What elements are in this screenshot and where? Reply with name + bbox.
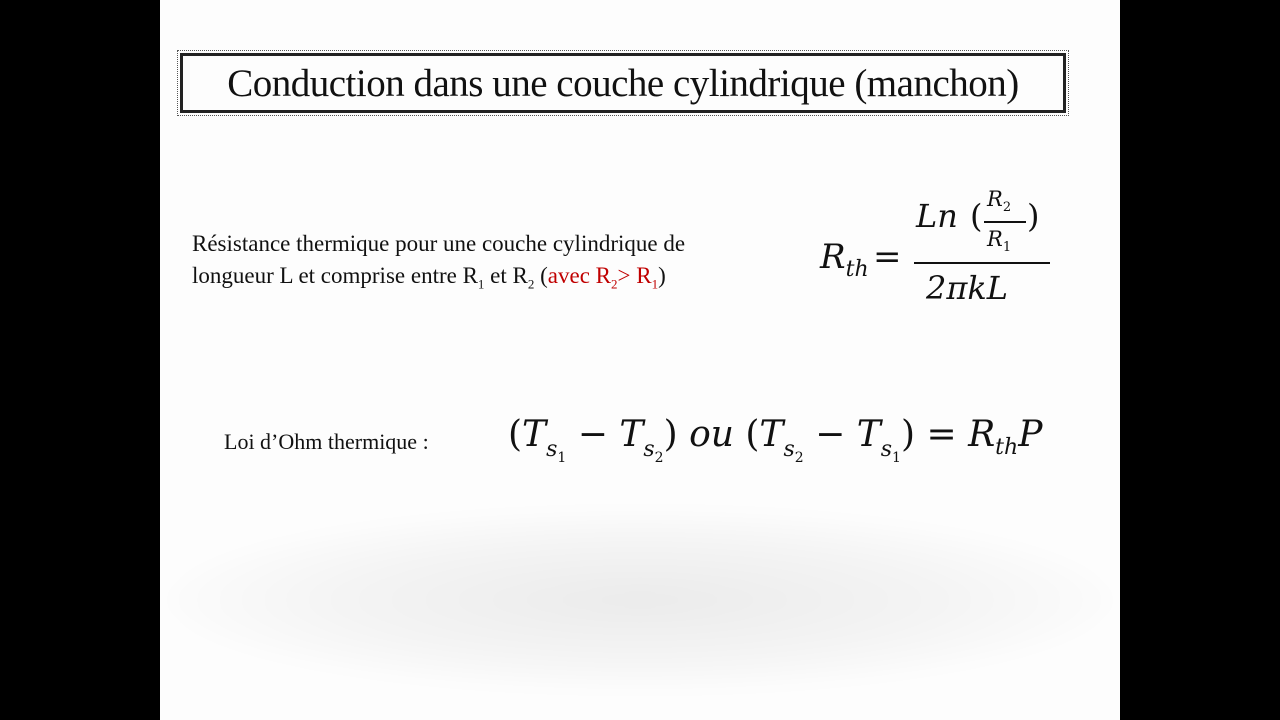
ohm-s-1: s bbox=[546, 437, 558, 462]
condition-mid: > R bbox=[617, 263, 652, 288]
inner-denominator-r: R bbox=[987, 227, 1003, 251]
background-smudge bbox=[170, 510, 1110, 690]
r1-subscript: 1 bbox=[477, 276, 485, 292]
slide-title: Conduction dans une couche cylindrique (manchon) bbox=[227, 61, 1019, 105]
ohm-t-3: T bbox=[759, 414, 784, 455]
ohm-s-3: s bbox=[783, 437, 795, 462]
formula-equals: = bbox=[873, 237, 902, 277]
ohm-sub-3 bbox=[783, 437, 804, 466]
r2-subscript: 2 bbox=[527, 276, 535, 292]
ohm-index-2: 2 bbox=[654, 450, 664, 466]
ohm-t-4: T bbox=[856, 414, 881, 455]
ohm-minus-1: − bbox=[566, 414, 620, 455]
inner-numerator bbox=[987, 187, 1011, 215]
inner-denominator bbox=[987, 227, 1011, 255]
ohm-paren-open-2: ( bbox=[745, 414, 760, 455]
formula-paren-close: ) bbox=[1027, 197, 1040, 235]
formula-ln: Ln bbox=[916, 197, 958, 235]
formula-r-subscript: th bbox=[845, 257, 869, 282]
condition-highlight bbox=[547, 263, 659, 292]
formula-lhs bbox=[820, 237, 869, 282]
paren-close: ) bbox=[658, 263, 666, 288]
formula-r: R bbox=[820, 237, 846, 277]
ohm-paren-close-1: ) bbox=[663, 414, 678, 455]
description-text bbox=[192, 228, 792, 301]
ohm-s-2: s bbox=[643, 437, 655, 462]
formula-paren-open: ( bbox=[970, 197, 983, 235]
description-mid: et R bbox=[484, 263, 528, 288]
formula-denominator: 2πkL bbox=[926, 269, 1009, 307]
description-line-2 bbox=[192, 263, 666, 292]
inner-numerator-r: R bbox=[987, 187, 1003, 211]
condition-prefix: avec R bbox=[547, 263, 612, 288]
ohm-p: P bbox=[1018, 414, 1043, 455]
ohm-ou: ou bbox=[677, 414, 746, 455]
ohm-r: R bbox=[968, 414, 996, 455]
ohm-minus-2: − bbox=[803, 414, 857, 455]
ohm-equals: = bbox=[915, 414, 969, 455]
thermal-resistance-formula bbox=[820, 185, 1060, 315]
ohm-index-4: 1 bbox=[892, 450, 901, 466]
ohm-t-2: T bbox=[619, 414, 644, 455]
ohm-sub-1 bbox=[546, 437, 567, 466]
ohm-paren-open-1: ( bbox=[508, 414, 523, 455]
ohm-law-label: Loi d’Ohm thermique : bbox=[224, 429, 429, 454]
paren-open: ( bbox=[534, 263, 548, 288]
condition-r2-subscript: 2 bbox=[611, 276, 618, 292]
ohm-s-4: s bbox=[880, 437, 893, 462]
ohm-t-1: T bbox=[522, 414, 547, 455]
ohm-paren-close-2: ) bbox=[900, 414, 915, 455]
slide bbox=[160, 0, 1120, 720]
ohm-r-subscript: th bbox=[995, 435, 1019, 460]
ohm-sub-2 bbox=[643, 437, 664, 466]
title-box bbox=[180, 53, 1066, 113]
inner-numerator-subscript: 2 bbox=[1002, 200, 1012, 216]
condition-r1-subscript: 1 bbox=[651, 276, 659, 292]
ohm-index-3: 2 bbox=[794, 450, 804, 466]
main-fraction-bar bbox=[914, 262, 1050, 264]
description-prefix: longueur L et comprise entre R bbox=[192, 263, 478, 288]
inner-denominator-subscript: 1 bbox=[1002, 240, 1012, 256]
ohm-law-equation bbox=[508, 414, 1042, 466]
description-line-1: Résistance thermique pour une couche cylindrique de bbox=[192, 231, 686, 256]
ohm-index-1: 1 bbox=[557, 450, 567, 466]
ohm-sub-4 bbox=[880, 437, 901, 466]
inner-fraction-bar bbox=[984, 221, 1026, 223]
